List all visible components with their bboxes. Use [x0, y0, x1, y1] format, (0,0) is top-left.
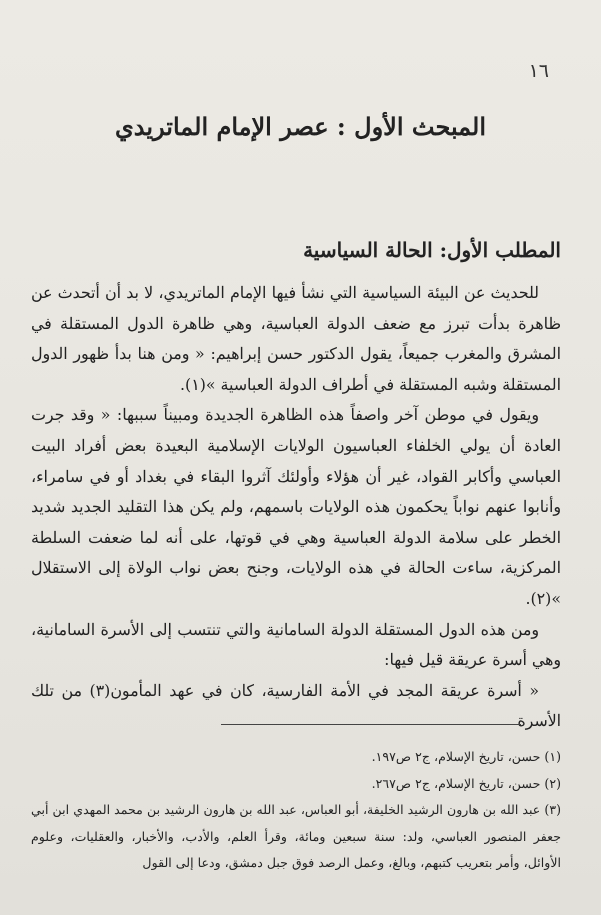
- section-title: المبحث الأول : عصر الإمام الماتريدي: [114, 112, 487, 141]
- footnote: (٣) عبد الله بن هارون الرشيد الخليفة، أبو العباس، عبد الله بن هارون الرشيد بن محمد المهدي ابن أبي جعفر المنصور العباسي، ولد: سنة سبعين ومائة، وقرأ العلم، والأدب، والأخبار، والعقليات، وعلوم الأوائل، وأمر بتعريب كتبهم، وبالغ، وعمل الرصد فوق جبل دمشق، ودعا إلى القول: [31, 802, 561, 871]
- body-text: [31, 278, 561, 737]
- quote-paragraph: « أسرة عريقة المجد في الأمة الفارسية، كان في عهد المأمون(٣) من تلك الأسرة: [31, 680, 561, 731]
- page-number: ١٦: [528, 60, 549, 82]
- paragraph: ويقول في موطن آخر واصفاً هذه الظاهرة الجديدة ومبيناً سببها: « وقد جرت العادة أن يولي الخلفاء العباسيون الولايات الإسلامية البعيدة بعض أفراد البيت العباسي وأكابر القواد، غير أن هؤلاء وأولئك آثروا البقاء في بغداد أو في سامراء، وأنابوا عنهم نواباً يحكمون هذه الولايات باسمهم، ولم يكن هذا التقليد الجديد شديد الخطر على سلامة الدولة العباسية وهي في قوتها، على أنه لما ضعفت السلطة المركزية، ساءت الحالة في هذه الولايات، وجنح بعض نواب الولاة إلى الاستقلال »(٢).: [31, 405, 561, 608]
- paragraph: للحديث عن البيئة السياسية التي نشأ فيها الإمام الماتريدي، لا بد أن أتحدث عن ظاهرة بدأت تبرز مع ضعف الدولة العباسية، وهي ظاهرة الدول المستقلة في المشرق والمغرب جميعاً، يقول الدكتور حسن إبراهيم: « ومن هنا بدأ ظهور الدول المستقلة وشبه المستقلة في أطراف الدولة العباسية »(١).: [31, 283, 561, 394]
- footnote-divider: [221, 724, 521, 725]
- subsection-title: المطلب الأول: الحالة السياسية: [303, 238, 561, 262]
- paragraph: ومن هذه الدول المستقلة الدولة السامانية والتي تنتسب إلى الأسرة السامانية، وهي أسرة عريقة قيل فيها:: [31, 619, 561, 670]
- footnote: (٢) حسن، تاريخ الإسلام، ج٢ ص٢٦٧.: [371, 775, 561, 791]
- footnote: (١) حسن، تاريخ الإسلام، ج٢ ص١٩٧.: [371, 749, 561, 764]
- footnotes: [31, 744, 561, 877]
